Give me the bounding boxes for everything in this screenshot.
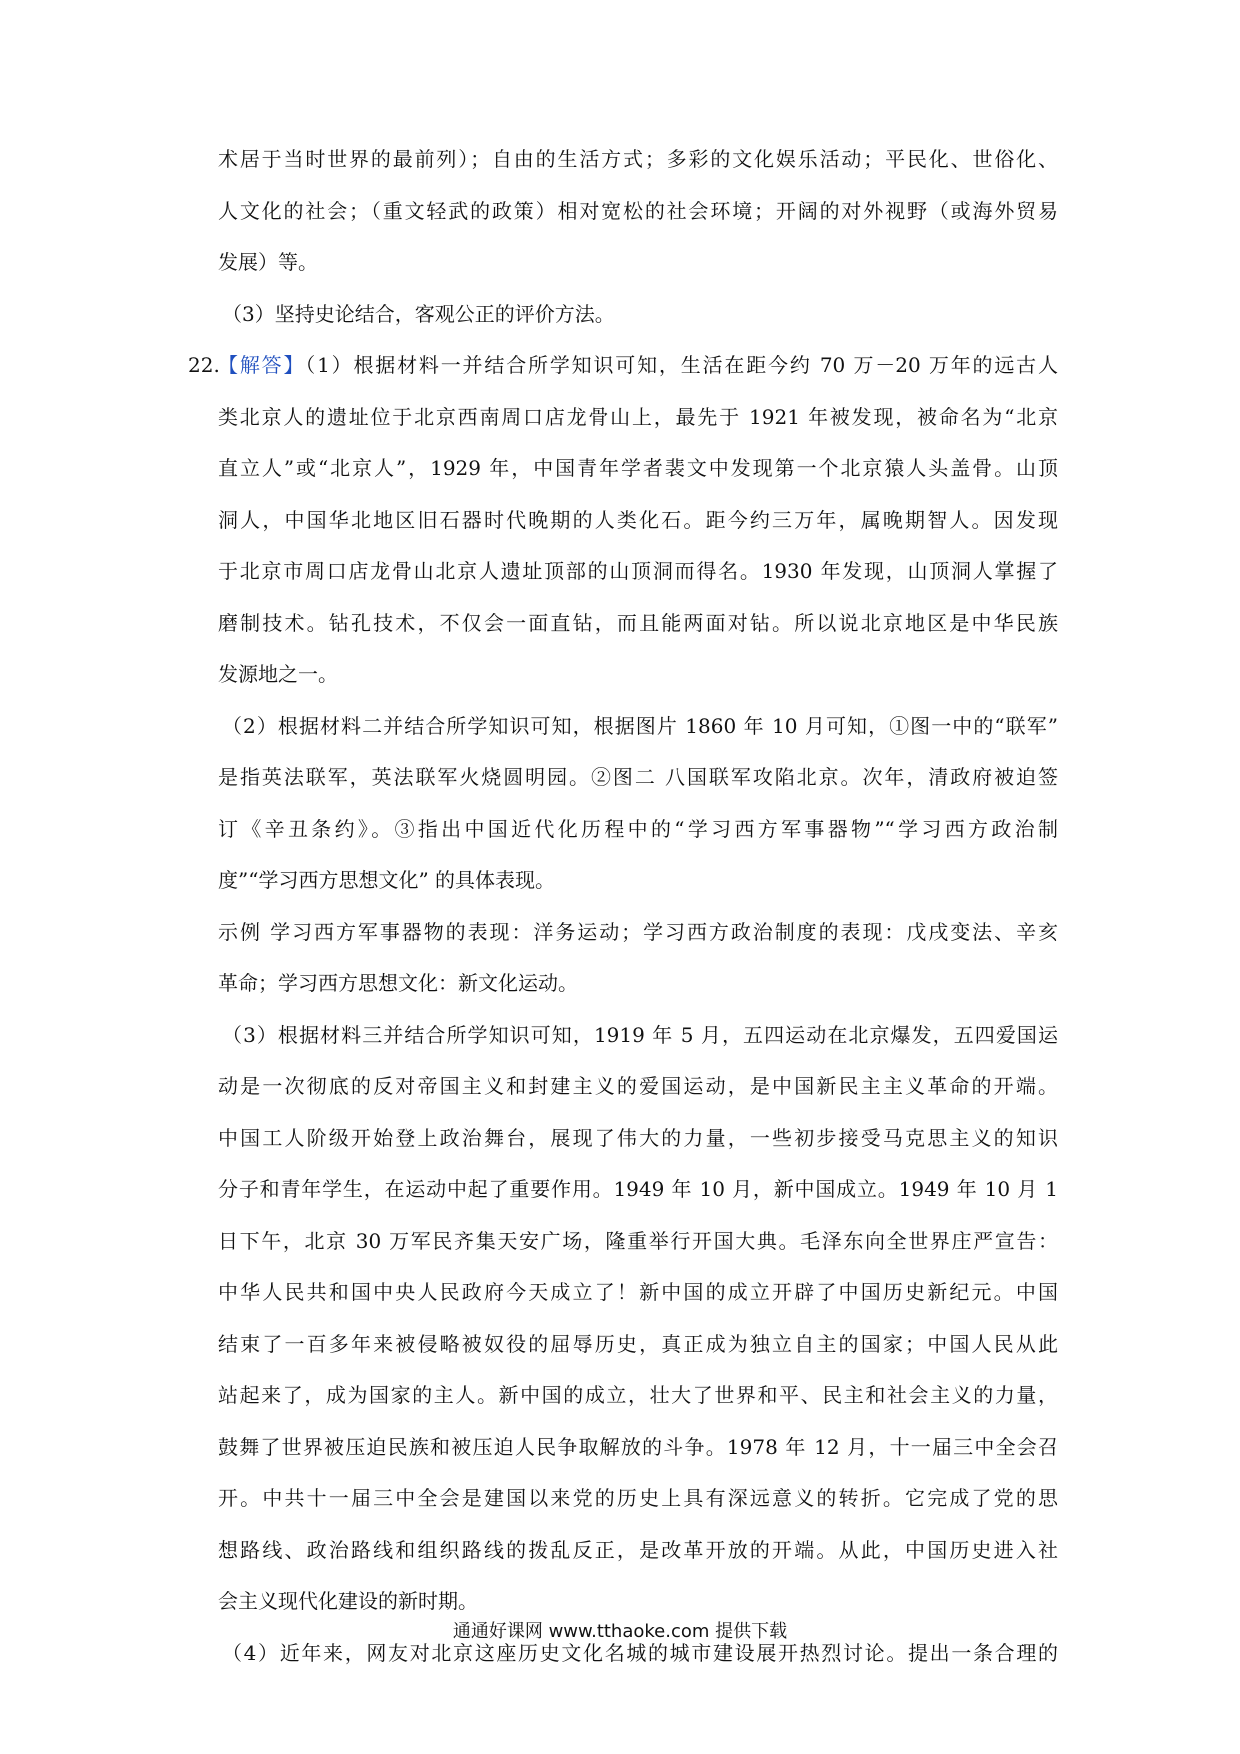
question-22-first-line: [188, 340, 1058, 392]
text-line: 人文化的社会；（重文轻武的政策）相对宽松的社会环境；开阔的对外视野（或海外贸易: [218, 198, 1058, 223]
text-line: 类北京人的遗址位于北京西南周口店龙骨山上，最先于 1921 年被发现，被命名为“北京: [218, 404, 1058, 429]
text-line: 动是一次彻底的反对帝国主义和封建主义的爱国运动，是中国新民主主义革命的开端。: [218, 1074, 1058, 1098]
text-line: 中华人民共和国中央人民政府今天成立了！新中国的成立开辟了中国历史新纪元。中国: [218, 1280, 1058, 1304]
text-line: （4）近年来，网友对北京这座历史文化名城的城市建设展开热烈讨论。提出一条合理的: [222, 1640, 1058, 1665]
text-line: （3）坚持史论结合，客观公正的评价方法。: [222, 301, 615, 326]
answer-tag: 【解答】: [218, 353, 306, 377]
text-line: 于北京市周口店龙骨山北京人遗址顶部的山顶洞而得名。1930 年发现，山顶洞人掌握了: [218, 559, 1058, 583]
text-line: 示例 学习西方军事器物的表现：洋务运动；学习西方政治制度的表现：戊戌变法、辛亥: [218, 919, 1058, 944]
text-line: 发源地之一。: [218, 662, 338, 686]
text-line: 中国工人阶级开始登上政治舞台，展现了伟大的力量，一些初步接受马克思主义的知识: [218, 1125, 1058, 1150]
text-line: 鼓舞了世界被压迫民族和被压迫人民争取解放的斗争。1978 年 12 月，十一届三中全会召: [218, 1434, 1058, 1459]
text-line: 革命；学习西方思想文化：新文化运动。: [218, 971, 578, 995]
text-line: 站起来了，成为国家的主人。新中国的成立，壮大了世界和平、民主和社会主义的力量，: [218, 1383, 1058, 1407]
text-line: 想路线、政治路线和组织路线的拨乱反正，是改革开放的开端。从此，中国历史进入社: [218, 1537, 1058, 1562]
text-line: （2）根据材料二并结合所学知识可知，根据图片 1860 年 10 月可知，①图一中的“联军”: [222, 713, 1058, 738]
question-number: 22.: [188, 353, 220, 377]
text-line: 会主义现代化建设的新时期。: [218, 1589, 478, 1613]
text-span: （1）根据材料一并结合所学知识可知，生活在距今约 70 万－20 万年的远古人: [305, 353, 1058, 377]
text-line: 直立人”或“北京人”，1929 年，中国青年学者裴文中发现第一个北京猿人头盖骨。山顶: [218, 456, 1058, 480]
text-line: 术居于当时世界的最前列）；自由的生活方式；多彩的文化娱乐活动；平民化、世俗化、: [218, 147, 1058, 171]
text-line: 磨制技术。钻孔技术，不仅会一面直钻，而且能两面对钻。所以说北京地区是中华民族: [218, 610, 1058, 635]
answer-content: [188, 134, 1058, 1679]
text-line: 订《辛丑条约》。③指出中国近代化历程中的“学习西方军事器物”“学习西方政治制: [218, 816, 1058, 841]
text-line: 开。中共十一届三中全会是建国以来党的历史上具有深远意义的转折。它完成了党的思: [218, 1486, 1058, 1510]
text-line: 度”“学习西方思想文化” 的具体表现。: [218, 868, 556, 892]
page-footer: 通通好课网 www.tthaoke.com 提供下载: [452, 1621, 788, 1642]
text-line: 分子和青年学生，在运动中起了重要作用。1949 年 10 月，新中国成立。1949 年 10 月 1: [218, 1177, 1058, 1201]
text-line: 洞人，中国华北地区旧石器时代晚期的人类化石。距今约三万年，属晚期智人。因发现: [218, 507, 1058, 532]
text-line: （3）根据材料三并结合所学知识可知，1919 年 5 月，五四运动在北京爆发，五四爱国运: [222, 1022, 1058, 1047]
text-line: 结束了一百多年来被侵略被奴役的屈辱历史，真正成为独立自主的国家；中国人民从此: [218, 1331, 1058, 1356]
text-line: 日下午，北京 30 万军民齐集天安广场，隆重举行开国大典。毛泽东向全世界庄严宣告：: [218, 1228, 1058, 1253]
text-line: 发展）等。: [218, 250, 318, 274]
text-line: 是指英法联军，英法联军火烧圆明园。②图二 八国联军攻陷北京。次年，清政府被迫签: [218, 765, 1058, 789]
